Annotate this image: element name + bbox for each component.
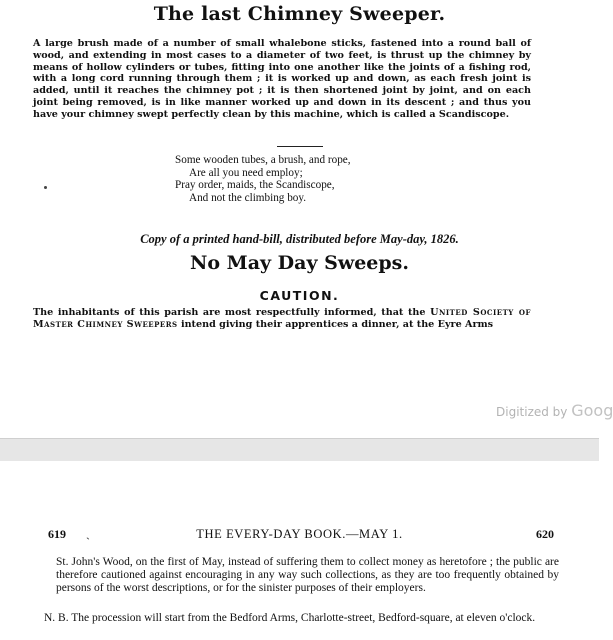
verse-line: Pray order, maids, the Scandiscope, [175, 179, 335, 192]
print-mark: ˎ [86, 526, 90, 540]
running-head: THE EVERY-DAY BOOK.—MAY 1. [196, 527, 403, 541]
scan-page-lower [0, 461, 599, 640]
verse-block [175, 154, 435, 204]
inhabitants-paragraph [33, 307, 531, 331]
nota-bene: N. B. The procession will start from the Bedford Arms, Charlotte-street, Bedford-square, at eleven o'clock. [44, 612, 536, 624]
section-divider [277, 146, 323, 147]
scandiscope-paragraph: A large brush made of a number of small whalebone sticks, fastened into a round ball of wood, and extending in most cases to a diameter of two feet, is thrust up the chimney by means of hollow cylinders or tubes, fitting into one another like the joints of a fishing rod, with a long cord running through them ; it is worked up and down, as each fresh joint is added, until it reaches the chimney pot ; it is then shortened joint by joint, and on each joint being removed, is in like manner worked up and down in its descent ; and thus you have your chimney swept perfectly clean by this machine, which is called a Scandiscope. [33, 38, 531, 120]
inhabitants-text: The inhabitants of this parish are most respectfully informed, that the [33, 307, 426, 318]
caution-heading: CAUTION. [259, 288, 340, 303]
continuation-paragraph: St. John's Wood, on the first of May, instead of suffering them to collect money as heretofore ; the public are therefore cautioned against encouraging in any way such collections, as they are too frequently obtained by persons of the worst descriptions, or for the sinister purposes of their employers. [56, 556, 559, 594]
society-name: United Society of Master Chimney Sweepers [33, 307, 531, 330]
inhabitants-text-end: intend giving their apprentices a dinner, at the Eyre Arms [180, 319, 494, 330]
handbill-title: No May Day Sweeps. [190, 252, 409, 274]
page-number-right: 620 [536, 527, 554, 541]
print-speck [44, 186, 47, 189]
watermark-brand: Goog [571, 401, 613, 420]
page-separator [0, 438, 599, 462]
watermark-prefix: Digitized by [496, 405, 568, 419]
digitized-watermark [496, 401, 613, 420]
handbill-caption: Copy of a printed hand-bill, distributed before May-day, 1826. [140, 232, 459, 246]
verse-line: And not the climbing boy. [189, 191, 307, 204]
page-number-left: 619 [48, 527, 66, 541]
verse-line: Some wooden tubes, a brush, and rope, [175, 154, 351, 166]
article-title: The last Chimney Sweeper. [153, 3, 446, 25]
verse-line: Are all you need employ; [189, 166, 303, 179]
